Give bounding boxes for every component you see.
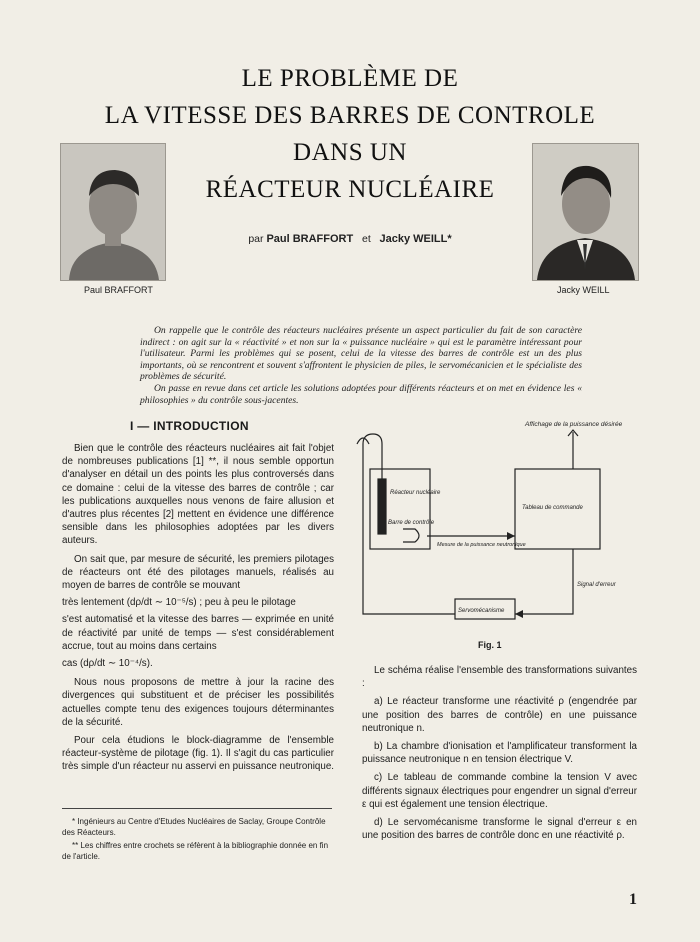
label-error: Signal d'erreur (577, 582, 616, 588)
paragraph: On sait que, par mesure de sécurité, les premiers pilotages de réacteurs ont été des pilotages manuels, réalisés au moyen de barres de contrôle se mouvant (62, 553, 334, 592)
footnotes (62, 817, 334, 865)
portrait-image (533, 144, 638, 280)
list-item: b) La chambre d'ionisation et l'amplificateur transforment la puissance neutronique n en tension électrique V. (362, 741, 637, 766)
footnote-rule (62, 808, 332, 809)
portrait-image (61, 144, 165, 280)
list-item: d) Le servomécanisme transforme le signal d'erreur ε en une position des barres de contrôle donc en une réactivité ρ. (362, 817, 637, 842)
paragraph: Le schéma réalise l'ensemble des transformations suivantes : (362, 665, 637, 690)
paragraph: Pour cela étudions le block-diagramme de l'ensemble réacteur-système de pilotage (fig. 1). Il s'agit du cas particulier très simple d'un réacteur nu asservi en puissance neutronique. (62, 735, 334, 773)
abstract-paragraph: On passe en revue dans cet article les solutions adoptées pour différents réacteurs et on met en évidence les « philosophies » du contrôle sous-jacentes. (140, 382, 582, 406)
photo-caption-weill: Jacky WEILL (557, 285, 610, 295)
label-affichage: Affichage de la puissance désirée (525, 421, 623, 428)
footnote: * Ingénieurs au Centre d'Etudes Nucléaires de Saclay, Groupe Contrôle des Réacteurs. (62, 817, 326, 837)
page-number: 1 (629, 891, 637, 908)
photo-weill (532, 143, 639, 281)
photo-braffort (60, 143, 166, 281)
label-rod: Barre de contrôle (388, 520, 435, 526)
byline (0, 233, 700, 245)
paragraph-formula: cas (dρ/dt ∼ 10⁻⁴/s). (62, 658, 153, 670)
byline-et: et (361, 233, 371, 245)
byline-par: par (248, 233, 264, 245)
abstract (140, 325, 582, 406)
list-item: a) Le réacteur transforme une réactivité ρ (engendrée par une position des barres de contrôle) en une puissance neutronique n. (362, 696, 637, 734)
footnote: ** Les chiffres entre crochets se réfèrent à la bibliographie donnée en fin de l'article. (62, 841, 329, 861)
figure-block-diagram (355, 414, 640, 654)
title-line-1: LE PROBLÈME DE (241, 65, 459, 92)
abstract-paragraph: On rappelle que le contrôle des réacteurs nucléaires présente un aspect particulier du fait de son caractère indirect : on agit sur la « réactivité » et non sur la « puissance nucléaire » qui est le paramètre intéressant pour l'utilisateur. Parmi les problèmes qui se posent, celui de la vitesse des barres de contrôle est un des plus importants, où se rencontrent et souvent s'affrontent le physicien de piles, le servomécanicien et le spécialiste des problèmes de sécurité. (140, 325, 582, 383)
left-column (62, 442, 334, 779)
paragraph: Bien que le contrôle des réacteurs nucléaires ait fait l'objet de nombreuses publications [1] **, il nous semble opportun d'analyser en détail un des points les plus controversés dans ce domaine : celui de la vitesse des barres de contrôle ; car les publications auxquelles nous venons de faire allusion et d'autres plus récentes [2] mettent en évidence une différence sensible dans les philosophies adoptées par les divers auteurs. (62, 443, 334, 547)
photo-caption-braffort: Paul BRAFFORT (84, 285, 153, 295)
right-column (362, 664, 637, 847)
title-line-3: DANS UN (293, 139, 407, 166)
paragraph: Nous nous proposons de mettre à jour la racine des divergences qui substituent et de préciser les possibilités actuelles compte tenu des exigences toujours déterminantes de la sécurité. (62, 677, 334, 728)
author-1: Paul BRAFFORT (266, 233, 354, 245)
label-servo: Servomécanisme (458, 608, 505, 614)
figure-caption: Fig. 1 (478, 640, 502, 650)
control-rod (378, 479, 386, 534)
label-measure: Mesure de la puissance neutronique (437, 542, 526, 548)
title-line-4: RÉACTEUR NUCLÉAIRE (205, 176, 495, 203)
paragraph-formula: très lentement (dρ/dt ∼ 10⁻⁵/s) ; peu à peu le pilotage (62, 597, 296, 609)
paragraph: s'est automatisé et la vitesse des barres — exprimée en unité de réactivité par unité de temps — s'est considérablement accrue, tout au moins dans certains (62, 614, 334, 652)
section-heading: I — INTRODUCTION (130, 419, 249, 433)
title-line-2: LA VITESSE DES BARRES DE CONTROLE (104, 102, 596, 129)
list-item: c) Le tableau de commande combine la tension V avec différents signaux électriques pour engendrer un signal d'erreur ε qui est également une tension électrique. (362, 772, 637, 810)
label-panel: Tableau de commande (522, 505, 583, 511)
author-2: Jacky WEILL* (379, 233, 452, 245)
label-reactor: Réacteur nucléaire (390, 490, 441, 496)
